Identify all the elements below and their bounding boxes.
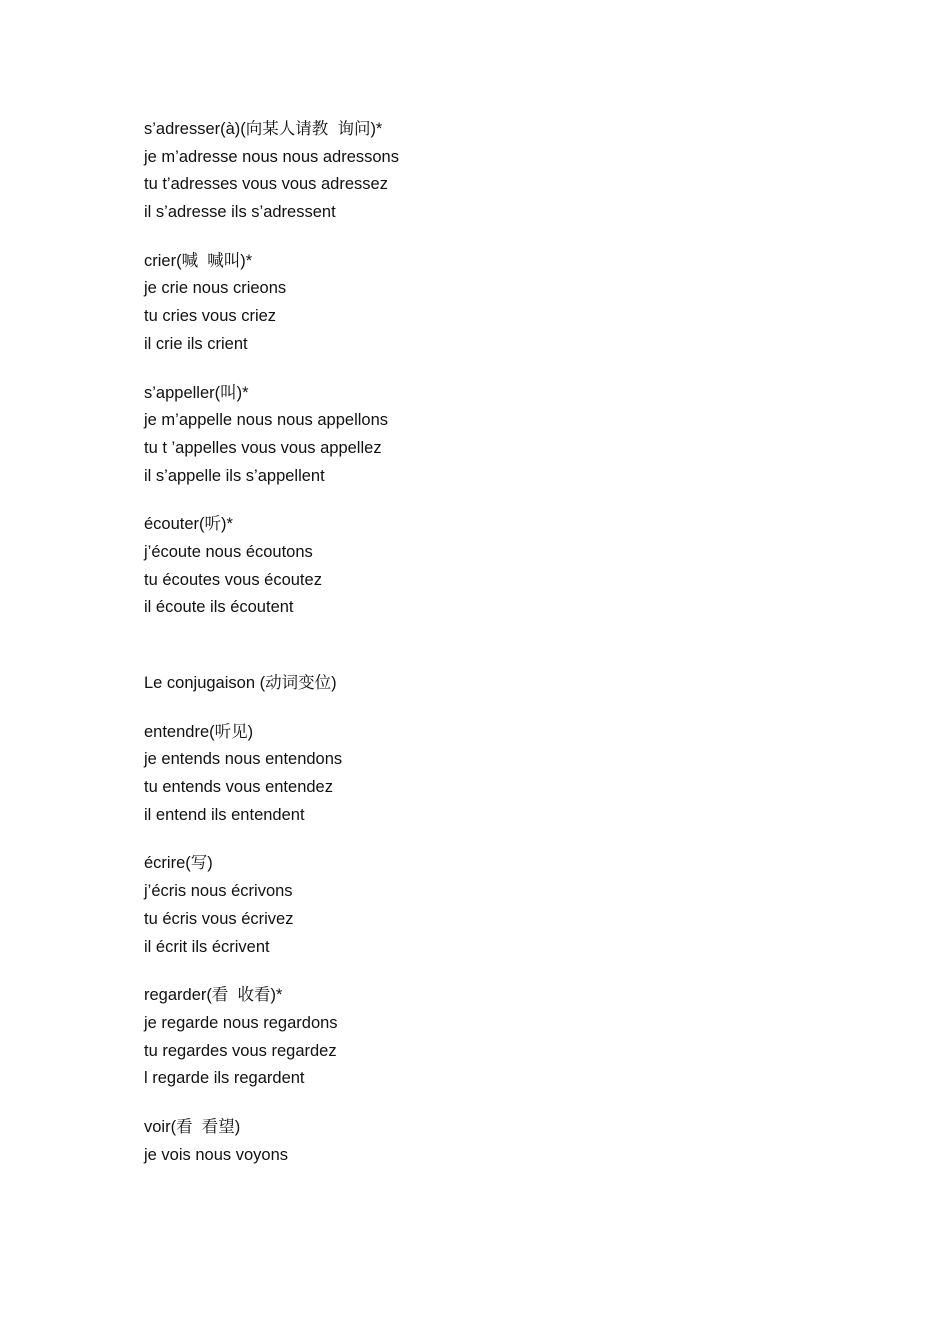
conjugation-line: je entends nous entendons: [144, 750, 343, 769]
conjugation-line: il écrit ils écrivent: [144, 937, 270, 956]
conjugation-line: je regarde nous regardons: [144, 1013, 338, 1032]
conjugation-line: tu écris vous écrivez: [144, 909, 294, 928]
verb-title: voir(看 看望): [144, 1117, 241, 1136]
conjugation-line: il crie ils crient: [144, 334, 248, 353]
conjugation-line: tu entends vous entendez: [144, 778, 333, 797]
conjugation-line: il entend ils entendent: [144, 805, 305, 824]
verb-block-ecouter: [144, 511, 844, 622]
conjugation-line: j’écris nous écrivons: [144, 882, 293, 901]
verb-block-ecrire: [144, 850, 844, 961]
verb-title: regarder(看 收看)*: [144, 986, 283, 1005]
conjugation-line: j’écoute nous écoutons: [144, 542, 313, 561]
verb-block-sadresser: [144, 116, 844, 227]
conjugation-line: tu t ’appelles vous vous appellez: [144, 438, 382, 457]
conjugation-line: je m’adresse nous nous adressons: [144, 147, 399, 166]
verb-title: s’appeller(叫)*: [144, 383, 249, 402]
conjugation-line: je crie nous crieons: [144, 279, 287, 298]
document-content: [144, 116, 844, 1190]
conjugation-line: tu t’adresses vous vous adressez: [144, 175, 388, 194]
verb-block-entendre: [144, 719, 844, 830]
conjugation-line: il s’adresse ils s’adressent: [144, 203, 336, 222]
conjugation-line: tu écoutes vous écoutez: [144, 570, 322, 589]
conjugation-line: il écoute ils écoutent: [144, 598, 294, 617]
verb-title: s’adresser(à)(向某人请教 询问)*: [144, 120, 383, 138]
conjugation-line: tu cries vous criez: [144, 307, 277, 326]
verb-title: écouter(听)*: [144, 515, 233, 534]
verb-block-voir: [144, 1114, 844, 1169]
verb-title: crier(喊 喊叫)*: [144, 251, 253, 270]
verb-block-crier: [144, 248, 844, 359]
verb-title: entendre(听见): [144, 722, 254, 741]
conjugation-line: je m’appelle nous nous appellons: [144, 411, 389, 430]
conjugation-line: l regarde ils regardent: [144, 1069, 305, 1088]
conjugation-line: tu regardes vous regardez: [144, 1041, 337, 1060]
verb-title: écrire(写): [144, 854, 213, 873]
conjugation-line: je vois nous voyons: [144, 1145, 288, 1164]
verb-block-regarder: [144, 982, 844, 1093]
conjugation-line: il s’appelle ils s’appellent: [144, 466, 325, 485]
verb-block-sappeller: [144, 380, 844, 491]
section-heading: Le conjugaison (动词变位): [144, 674, 337, 692]
